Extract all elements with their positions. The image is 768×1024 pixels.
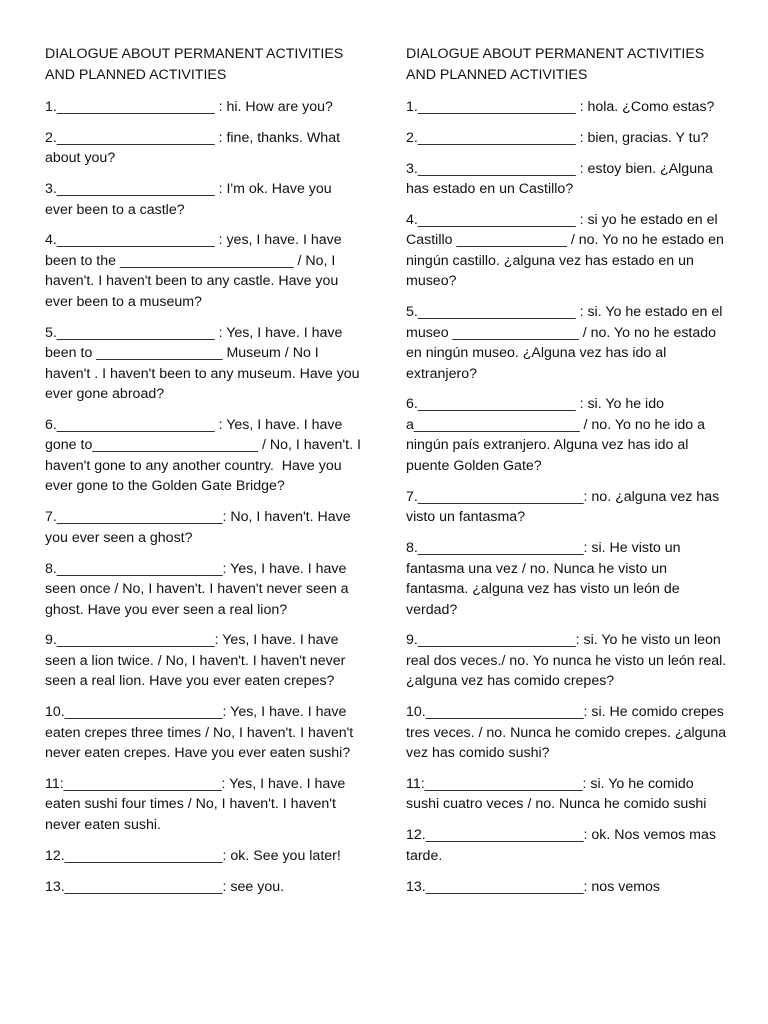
- english-line-11: 11:____________________: Yes, I have. I have eaten sushi four times / No, I haven't. I haven't never eaten sushi.: [45, 775, 350, 833]
- english-line-5: 5.____________________ : Yes, I have. I have been to ________________ Museum / No I haven't . I haven't been to any museum. Have you ever gone abroad?: [45, 324, 364, 403]
- spanish-column: [406, 44, 731, 907]
- english-line-2: 2.____________________ : fine, thanks. What about you?: [45, 129, 344, 167]
- english-line-9: 9.____________________: Yes, I have. I have seen a lion twice. / No, I haven't. I haven't never seen a real lion. Have you ever eaten crepes?: [45, 632, 350, 690]
- spanish-line-5: 5.____________________ : si. Yo he estado en el museo ________________ / no. Yo no he estado en ningún museo. ¿Alguna vez has ido al extranjero?: [406, 304, 727, 382]
- spanish-line-2: 2.____________________ : bien, gracias. Y tu?: [406, 129, 709, 146]
- english-line-7: 7._____________________: No, I haven't. Have you ever seen a ghost?: [45, 509, 355, 546]
- english-line-13: 13.____________________: see you.: [45, 878, 285, 895]
- spanish-line-10: 10.____________________: si. He comido crepes tres veces. / no. Nunca he comido crepes. ¿alguna vez has comido sushi?: [406, 704, 731, 762]
- spanish-line-3: 3.____________________ : estoy bien. ¿Alguna has estado en un Castillo?: [406, 160, 717, 198]
- spanish-line-1: 1.____________________ : hola. ¿Como estas?: [406, 99, 715, 115]
- english-line-3: 3.____________________ : I'm ok. Have you ever been to a castle?: [45, 181, 336, 218]
- english-line-6: 6.____________________ : Yes, I have. I have gone to_____________________ / No, I haven't. I haven't gone to any another country. Have you ever gone to the Golden Gate Bridge?: [45, 416, 365, 495]
- english-line-10: 10.____________________: Yes, I have. I have eaten crepes three times / No, I haven't. I haven't never eaten crepes. Have you ever eaten sushi?: [45, 704, 358, 762]
- english-title: DIALOGUE ABOUT PERMANENT ACTIVITIES AND PLANNED ACTIVITIES: [45, 46, 344, 83]
- spanish-line-4: 4.____________________ : si yo he estado en el Castillo ______________ / no. Yo no he estado en ningún castillo. ¿alguna vez has estado en un museo?: [406, 211, 728, 290]
- english-column: [45, 44, 363, 907]
- spanish-line-9: 9.____________________: si. Yo he visto un leon real dos veces./ no. Yo nunca he visto un león real. ¿alguna vez has comido crepes?: [406, 632, 731, 690]
- spanish-title: DIALOGUE ABOUT PERMANENT ACTIVITIES AND PLANNED ACTIVITIES: [406, 46, 705, 83]
- english-line-8: 8._____________________: Yes, I have. I have seen once / No, I haven't. I haven't never seen a ghost. Have you ever seen a real lion?: [45, 560, 353, 618]
- english-line-1: 1.____________________ : hi. How are you?: [45, 99, 333, 115]
- spanish-line-7: 7._____________________: no. ¿alguna vez has visto un fantasma?: [406, 488, 724, 526]
- english-line-12: 12.____________________: ok. See you later!: [45, 847, 341, 864]
- english-line-4: 4.____________________ : yes, I have. I have been to the ______________________ / No, I haven't. I haven't been to any castle. Have you ever been to a museum?: [45, 232, 346, 310]
- spanish-line-11: 11:____________________: si. Yo he comido sushi cuatro veces / no. Nunca he comido sushi: [406, 775, 707, 813]
- spanish-line-6: 6.____________________ : si. Yo he ido a_____________________ / no. Yo no he ido a ningún país extranjero. Alguna vez has ido al puente Golden Gate?: [406, 396, 709, 474]
- spanish-line-12: 12.____________________: ok. Nos vemos mas tarde.: [406, 827, 720, 864]
- spanish-line-13: 13.____________________: nos vemos: [406, 878, 661, 895]
- spanish-line-8: 8._____________________: si. He visto un fantasma una vez / no. Nunca he visto un fantasma. ¿alguna vez has visto un león de verdad?: [406, 540, 685, 618]
